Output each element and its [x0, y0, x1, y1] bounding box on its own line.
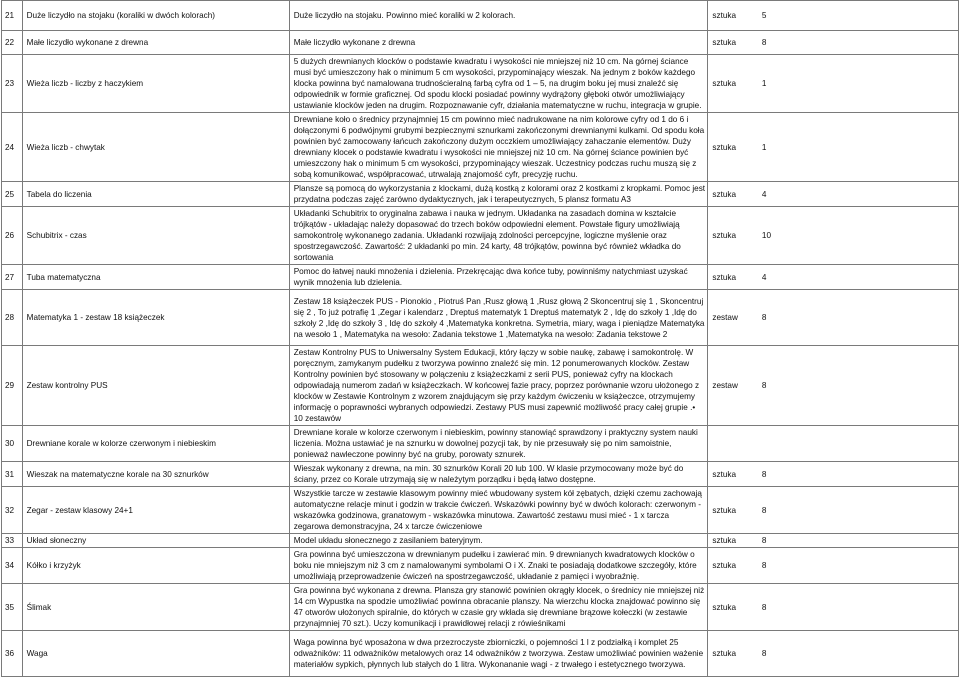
item-name: Ślimak — [22, 584, 289, 631]
item-description: Model układu słonecznego z zasilaniem bateryjnym. — [289, 534, 708, 548]
item-name: Schubitrix - czas — [22, 207, 289, 265]
row-number: 34 — [2, 548, 23, 584]
item-unit — [708, 426, 758, 462]
item-qty: 1 — [758, 55, 959, 113]
table-row — [2, 534, 959, 548]
item-unit: zestaw — [708, 290, 758, 346]
item-qty: 8 — [758, 290, 959, 346]
row-number: 23 — [2, 55, 23, 113]
row-number: 31 — [2, 462, 23, 487]
item-description: 5 dużych drewnianych klocków o podstawie kwadratu i wysokości nie mniejszej niż 10 cm. Na górnej ściance musi być umieszczony hak o minimum 5 cm wysokości, przypominający wieszak. Na jednym z boków każdego klocka powinna być namalowana trudnościeralną farbą cyfra od 1 – 5, na drugim boku jej musi znaleźć się odpowiednik w formie graficznej. Od spodu klocki posiadać powinny wydrążony głęboki otwór umożliwiający ustawianie klocków jeden na drugim. Rozpoznawanie cyfr, działania matematyczne w ruchu, integracja w grupie. — [289, 55, 708, 113]
item-qty: 8 — [758, 31, 959, 55]
item-qty: 10 — [758, 207, 959, 265]
item-name: Wieża liczb - chwytak — [22, 113, 289, 182]
item-qty — [758, 426, 959, 462]
item-unit: sztuka — [708, 113, 758, 182]
item-name: Zestaw kontrolny PUS — [22, 346, 289, 426]
table-row — [2, 631, 959, 677]
row-number: 28 — [2, 290, 23, 346]
item-unit: sztuka — [708, 548, 758, 584]
item-qty: 4 — [758, 182, 959, 207]
item-name: Tabela do liczenia — [22, 182, 289, 207]
table-row — [2, 265, 959, 290]
table-row — [2, 462, 959, 487]
item-name: Duże liczydło na stojaku (koraliki w dwóch kolorach) — [22, 1, 289, 31]
row-number: 35 — [2, 584, 23, 631]
item-qty: 8 — [758, 534, 959, 548]
item-qty: 8 — [758, 346, 959, 426]
row-number: 36 — [2, 631, 23, 677]
item-unit: sztuka — [708, 584, 758, 631]
row-number: 24 — [2, 113, 23, 182]
item-unit: sztuka — [708, 31, 758, 55]
row-number: 25 — [2, 182, 23, 207]
item-description: Drewniane korale w kolorze czerwonym i niebieskim, powinny stanowiąć sprawdzony i praktyczny system nauki liczenia. Można ustawiać je na sznurku w dowolnej pozycji tak, by nie przesuwały się po nim samoistnie, ponieważ nawleczone powinny być na gruby, porowaty sznurek. — [289, 426, 708, 462]
item-unit: sztuka — [708, 207, 758, 265]
item-description: Wieszak wykonany z drewna, na min. 30 sznurków Korali 20 lub 100. W klasie przymocowany może być do ściany, przez co Korale utrzymają się w należytym porządku i będą łatwo dostępne. — [289, 462, 708, 487]
item-qty: 8 — [758, 584, 959, 631]
item-description: Zestaw Kontrolny PUS to Uniwersalny System Edukacji, który łączy w sobie naukę, zabawę i samokontrolę. W poręcznym, zamykanym pudełku z tworzywa powinno znaleźć się min. 12 ponumerowanych klocków. Zestaw Kontrolny powinien być stosowany w połączeniu z książeczkami z serii PUS, ponieważ cyfry na klockach odpowiadają numerom zadań w książeczkach. W końcowej fazie pracy, poprzez porównanie wzoru ułożonego z klocków w Zestawie Kontrolnym z wzorem znajdującym się przy każdym ćwiczeniu w książeczce, otrzymujemy informację o poprawności wybranych odpowiedzi. Zestawy PUS musi zapewnić możliwość pracy całej grupie .• 10 zestawów — [289, 346, 708, 426]
item-description: Duże liczydło na stojaku. Powinno mieć koraliki w 2 kolorach. — [289, 1, 708, 31]
table-row — [2, 426, 959, 462]
item-name: Tuba matematyczna — [22, 265, 289, 290]
item-description: Małe liczydło wykonane z drewna — [289, 31, 708, 55]
item-name: Waga — [22, 631, 289, 677]
item-description: Zestaw 18 książeczek PUS - Pionokio , Piotruś Pan ,Rusz głową 1 ,Rusz głową 2 Skoncentruj się 1 , Skoncentruj się 2 , To już potrafię 1 ,Zegar i kalendarz , Dreptuś matematyk 1 Dreptuś matematyk 2 , Idę do szkoły 1 ,Idę do szkoły 2 ,Idę do szkoły 3 , Idę do szkoły 4 ,Matematyka konkretna. Symetria, miary, waga i pieniądze Matematyka na wesoło 1 , Matematyka na wesoło: Zadania tekstowe 1 ,Matematyka na wesoło: Zadania tekstowe 2 — [289, 290, 708, 346]
product-table — [1, 0, 959, 677]
item-description: Układanki Schubitrix to oryginalna zabawa i nauka w jednym. Układanka na zasadach domina w kształcie trójkątów - układając należy dopasować do trzech boków odpowiedni element. Powstałe figury umożliwiają samokontrolę wykonanego zadania. Układanki rozwijają zdolności percepcyjne, logiczne myślenie oraz spostrzegawczość. Zawartość: 2 układanki po min. 24 karty, 48 trójkątów, powinna być również wkładka do sortowania — [289, 207, 708, 265]
table-row — [2, 346, 959, 426]
row-number: 26 — [2, 207, 23, 265]
row-number: 33 — [2, 534, 23, 548]
table-row — [2, 487, 959, 534]
row-number: 22 — [2, 31, 23, 55]
item-qty: 1 — [758, 113, 959, 182]
item-description: Gra powinna być umieszczona w drewnianym pudełku i zawierać min. 9 drewnianych kwadratowych klocków o boku nie mniejszym niż 3 cm z namalowanymi symbolami O i X. Znaki te posiadają dodatkowe szczegóły, które umożliwiają przeprowadzenie ćwiczeń na spostrzegawczość, układanie z pamięci i wyobraźnię. — [289, 548, 708, 584]
item-name: Układ słoneczny — [22, 534, 289, 548]
item-name: Kółko i krzyżyk — [22, 548, 289, 584]
row-number: 32 — [2, 487, 23, 534]
item-qty: 8 — [758, 462, 959, 487]
table-row — [2, 31, 959, 55]
item-description: Drewniane koło o średnicy przynajmniej 15 cm powinno mieć nadrukowane na nim kolorowe cyfry od 1 do 6 i dołączonymi 6 podwójnymi grubymi bezpiecznymi sznurkami zakończonymi drewnianymi kulkami. Od spodu koła powinien być zamocowany łańcuch zakończony dużym occzkiem umożliwiający zahaczanie elementów. Duży drewniany klocek o podstawie kwadratu i wysokości nie mniejszej niż 10 cm. Na górnej ściance powinien być umieszczony hak o minimum 5 cm wysokości, przypominający wieszak. Uczestnicy podczas ruchu muszą się z sobą komunikować, współpracować, utrwalają znajomość cyfr, precyzję ruchu. — [289, 113, 708, 182]
item-description: Plansze są pomocą do wykorzystania z klockami, dużą kostką z kolorami oraz 2 kostkami z kropkami. Pomoc jest przydatna podczas zajęć zarówno dydaktycznych, jak i terapeutycznych, 5 plansz formatu A3 — [289, 182, 708, 207]
item-description: Waga powinna być wposażona w dwa przezroczyste zbiorniczki, o pojemności 1 l z podziałką i komplet 25 odważników: 11 odważników metalowych oraz 14 odważników z tworzywa. Zestaw umożliwiać powinien ważenie materiałów sypkich, płynnych lub stałych do 1 litra. Wykonananie wagi - z trwałego i estetycznego tworzywa. — [289, 631, 708, 677]
table-row — [2, 548, 959, 584]
item-name: Matematyka 1 - zestaw 18 książeczek — [22, 290, 289, 346]
row-number: 21 — [2, 1, 23, 31]
item-unit: sztuka — [708, 462, 758, 487]
item-description: Wszystkie tarcze w zestawie klasowym powinny mieć wbudowany system kół zębatych, dzięki czemu zachowają automatyczne relacje minut i godzin w trakcie ćwiczeń. Wskazówki powinny być w dwóch kolorach: czerwonym - wskazówka godzinowa, granatowym - wskazówka minutowa. Zawartość zestawu musi mieć - 1 x tarcza zegarowa demonstracyjna, 24 x tarcze ćwiczeniowe — [289, 487, 708, 534]
table-row — [2, 113, 959, 182]
table-row — [2, 182, 959, 207]
row-number: 29 — [2, 346, 23, 426]
table-row — [2, 584, 959, 631]
item-unit: sztuka — [708, 182, 758, 207]
table-row — [2, 290, 959, 346]
item-unit: sztuka — [708, 1, 758, 31]
table-row — [2, 207, 959, 265]
item-unit: sztuka — [708, 265, 758, 290]
item-qty: 4 — [758, 265, 959, 290]
item-name: Zegar - zestaw klasowy 24+1 — [22, 487, 289, 534]
row-number: 27 — [2, 265, 23, 290]
item-description: Pomoc do łatwej nauki mnożenia i dzielenia. Przekręcając dwa końce tuby, powinniśmy natychmiast uzyskać wynik mnożenia lub dzielenia. — [289, 265, 708, 290]
item-unit: sztuka — [708, 534, 758, 548]
item-unit: sztuka — [708, 487, 758, 534]
item-qty: 5 — [758, 1, 959, 31]
item-unit: sztuka — [708, 55, 758, 113]
table-row — [2, 1, 959, 31]
item-name: Wieszak na matematyczne korale na 30 sznurków — [22, 462, 289, 487]
item-qty: 8 — [758, 487, 959, 534]
item-description: Gra powinna być wykonana z drewna. Plansza gry stanowić powinien okrągły klocek, o średnicy nie mniejszej niż 14 cm Wypustka na spodzie umożliwiać powinna obracanie planszy. Na wierzchu klocka znajdować powinno się 47 otworów ułożonych spiralnie, do których w czasie gry wkłada się drewniane brązowe kołeczki (w zestawie przynajmniej 70 szt.). Uczy komunikacji i prawidłowej relacji z rówieśnikami — [289, 584, 708, 631]
item-name: Wieża liczb - liczby z haczykiem — [22, 55, 289, 113]
table-row — [2, 55, 959, 113]
item-unit: sztuka — [708, 631, 758, 677]
row-number: 30 — [2, 426, 23, 462]
item-qty: 8 — [758, 548, 959, 584]
item-name: Małe liczydło wykonane z drewna — [22, 31, 289, 55]
item-qty: 8 — [758, 631, 959, 677]
item-name: Drewniane korale w kolorze czerwonym i niebieskim — [22, 426, 289, 462]
item-unit: zestaw — [708, 346, 758, 426]
